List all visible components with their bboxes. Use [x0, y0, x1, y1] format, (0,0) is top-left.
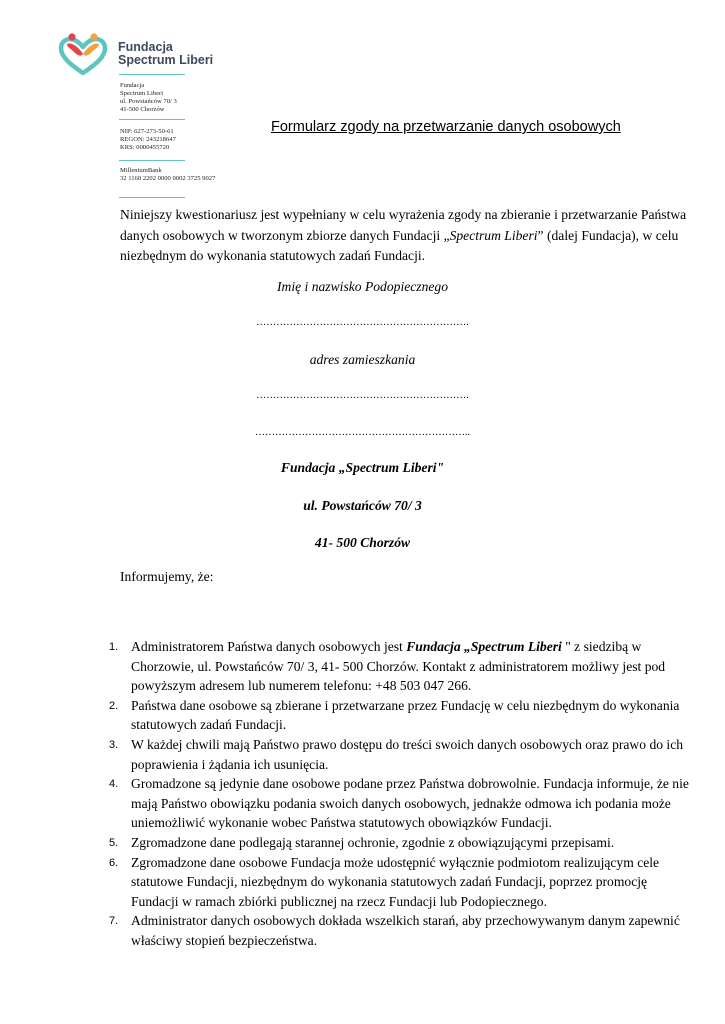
sidebar-bank — [120, 167, 230, 183]
sidebar-regon: REGON: 243218647 — [120, 136, 176, 143]
address-field-line-2[interactable]: ……………………………………………………….. — [255, 427, 470, 438]
list-item-text: W każdej chwili mają Państwo prawo dostępu do treści swoich danych osobowych oraz prawo do ich poprawienia i żądania ich usunięcia. — [131, 736, 684, 772]
list-item — [104, 735, 694, 774]
sidebar-address-line: Spectrum Liberi — [120, 90, 164, 97]
list-item — [104, 853, 694, 912]
logo-wordmark — [118, 41, 213, 67]
heart-people-logo-icon — [58, 32, 108, 76]
document-title: Formularz zgody na przetwarzanie danych osobowych — [271, 119, 621, 135]
sidebar-divider — [119, 160, 185, 161]
sidebar-krs: KRS: 0000455720 — [120, 144, 170, 151]
recipient-name: Fundacja „Spectrum Liberi" — [280, 460, 445, 475]
list-item-emphasis: Fundacja „Spectrum Liberi — [406, 639, 562, 654]
address-field-line-1[interactable]: ………………………………………………………. — [256, 390, 469, 401]
sidebar-nip: NIP: 627-273-50-61 — [120, 128, 174, 135]
sidebar-address-line: ul. Powstańców 70/ 3 — [120, 98, 177, 105]
sidebar-divider — [119, 119, 185, 120]
list-item-text: Zgromadzone dane osobowe Fundacja może udostępnić wyłącznie podmiotom realizującym cele statutowe Fundacji, niezbędnym do wykonania statutowych zadań Fundacji, poprzez promocję Fundacji w ramach zbiórki publicznej na rzecz Fundacji lub Podopiecznego. — [131, 854, 660, 909]
recipient-street: ul. Powstańców 70/ 3 — [303, 498, 422, 513]
list-item-text: Gromadzone są jedynie dane osobowe podane przez Państwa dobrowolnie. Fundacja informuje, że nie mają Państwo obowiązku podania swoich danych osobowych, jednakże odmowa ich podania może uniemożliwić wykonanie wobec Państwa statutowych obowiązków Fundacji. — [131, 776, 689, 831]
list-item-text: Zgromadzone dane podlegają starannej ochronie, zgodnie z obowiązującymi przepisami. — [131, 834, 615, 850]
list-item — [104, 637, 694, 696]
list-item — [104, 911, 694, 950]
sidebar-address-line: Fundacja — [120, 82, 145, 89]
intro-text-part-1: Niniejszy kwestionariusz jest wypełniany w celu wyrażenia zgody na zbieranie i przetwarzanie Państwa danych osobowych w tworzonym zbiorze danych Fundacji „ — [120, 207, 687, 243]
intro-foundation-name: Spectrum Liberi — [449, 227, 538, 243]
terms-list — [104, 637, 694, 951]
list-item-number: 6. — [109, 856, 119, 869]
list-item-number: 1. — [109, 641, 119, 653]
list-item-text: Administratorem Państwa danych osobowych jest — [131, 639, 407, 654]
intro-text-part-2: ” (dalej Fundacja), w celu niezbędnym do wykonania statutowych zadań Fundacji. — [120, 227, 679, 263]
foundation-logo — [58, 32, 218, 76]
address-field-label: adres zamieszkania — [309, 352, 416, 367]
list-item-number: 2. — [109, 699, 119, 712]
logo-line-1: Fundacja — [118, 40, 173, 54]
sidebar-address-line: 41-500 Chorzów — [120, 106, 165, 113]
sidebar-divider — [119, 74, 185, 75]
list-item-text: Państwa dane osobowe są zbierane i przetwarzane przez Fundację w celu niezbędnym do wykonania statutowych zadań Fundacji. — [131, 697, 680, 733]
intro-paragraph — [120, 205, 692, 267]
sidebar-registration — [120, 128, 230, 152]
list-item-number: 7. — [109, 915, 119, 928]
list-item-number: 4. — [109, 778, 119, 791]
sidebar-address — [120, 82, 230, 114]
list-item-number: 3. — [109, 738, 119, 751]
inform-heading: Informujemy, że: — [120, 569, 214, 584]
logo-line-2: Spectrum Liberi — [118, 53, 214, 67]
sidebar-bank-name: MilleniumBank — [120, 167, 162, 174]
list-item-text: Administrator danych osobowych dokłada wszelkich starań, aby przechowywanym danym zapewnić właściwy stopień bezpieczeństwa. — [131, 913, 680, 948]
sidebar-bank-account: 32 1160 2202 0000 0002 3725 9027 — [120, 175, 216, 182]
list-item-number: 5. — [109, 836, 119, 849]
name-field-line[interactable]: ………………………………………………………. — [256, 317, 469, 328]
list-item — [104, 833, 694, 853]
recipient-city: 41- 500 Chorzów — [314, 535, 411, 550]
list-item — [104, 774, 694, 833]
list-item — [104, 696, 694, 735]
name-field-label: Imię i nazwisko Podopiecznego — [276, 279, 449, 294]
sidebar-divider — [119, 197, 185, 198]
list-item-text: " z siedzibą w Chorzowie, ul. Powstańców 70/ 3, 41- 500 Chorzów. Kontakt z administratorem możliwy jest pod powyższym adresem lub numerem telefonu: +48 503 047 266. — [131, 639, 666, 694]
